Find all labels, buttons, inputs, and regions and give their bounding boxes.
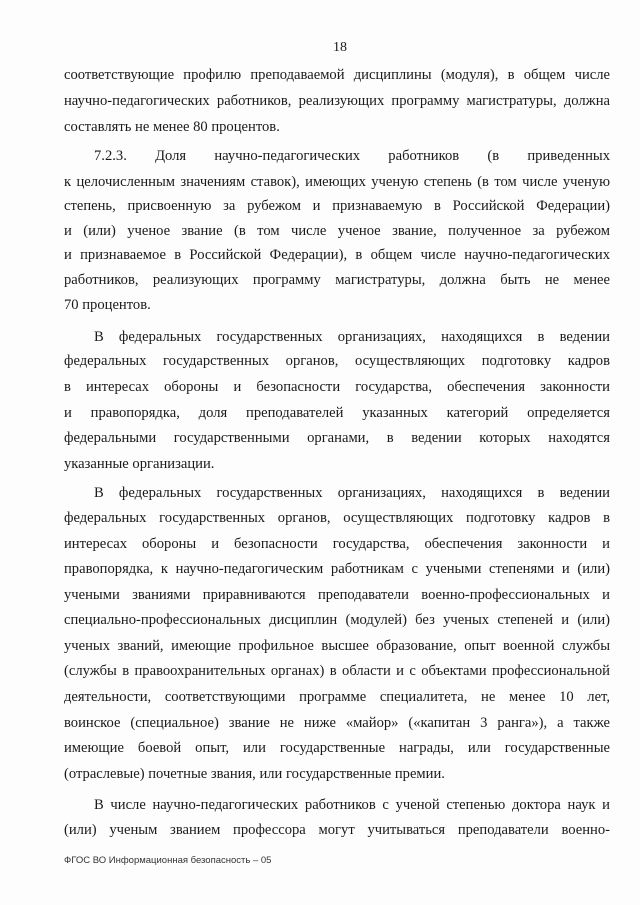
page-footer: ФГОС ВО Информационная безопасность – 05 xyxy=(64,855,272,866)
text-line: и (или) ученое звание (в том числе ученое звание, полученное за рубежом xyxy=(64,223,610,239)
text-line: интересах обороны и безопасности государства, обеспечения законности и xyxy=(64,536,610,552)
text-line: 70 процентов. xyxy=(64,297,151,313)
text-line: правопорядка, к научно-педагогическим работникам с учеными степенями и (или) xyxy=(64,561,610,577)
text-line: в интересах обороны и безопасности государства, обеспечения законности xyxy=(64,379,610,395)
text-line: ученых званий, имеющие профильное высшее образование, опыт военной службы xyxy=(64,638,610,654)
paragraph-start-line: В федеральных государственных организациях, находящихся в ведении xyxy=(94,485,610,501)
text-line: деятельности, соответствующими программе специалитета, не менее 10 лет, xyxy=(64,689,610,705)
page-number: 18 xyxy=(333,40,347,55)
text-line: научно-педагогических работников, реализующих программу магистратуры, должна xyxy=(64,93,610,109)
text-line: учеными званиями приравниваются преподаватели военно-профессиональных и xyxy=(64,587,610,603)
paragraph-start-line: 7.2.3. Доля научно-педагогических работников (в приведенных xyxy=(94,148,610,164)
text-line: составлять не менее 80 процентов. xyxy=(64,119,280,135)
text-line: (отраслевые) почетные звания, или государственные премии. xyxy=(64,766,445,782)
text-line: федеральных государственных органов, осуществляющих подготовку кадров в xyxy=(64,510,610,526)
text-line: федеральными государственными органами, в ведении которых находятся xyxy=(64,430,610,446)
text-line: воинское (специальное) звание не ниже «майор» («капитан 3 ранга»), а также xyxy=(64,715,610,731)
paragraph-start-line: В числе научно-педагогических работников с ученой степенью доктора наук и xyxy=(94,797,610,813)
text-line: степень, присвоенную за рубежом и признаваемую в Российской Федерации) xyxy=(64,198,610,214)
text-line: специально-профессиональных дисциплин (модулей) без ученых степеней и (или) xyxy=(64,612,610,628)
text-line: и правопорядка, доля преподавателей указанных категорий определяется xyxy=(64,405,610,421)
text-line: федеральных государственных органов, осуществляющих подготовку кадров xyxy=(64,353,610,369)
text-line: работников, реализующих программу магистратуры, должна быть не менее xyxy=(64,272,610,288)
text-line: имеющие боевой опыт, или государственные награды, или государственные xyxy=(64,740,610,756)
text-line: указанные организации. xyxy=(64,456,215,472)
text-line: соответствующие профилю преподаваемой дисциплины (модуля), в общем числе xyxy=(64,67,610,83)
paragraph-start-line: В федеральных государственных организациях, находящихся в ведении xyxy=(94,329,610,345)
text-line: и признаваемое в Российской Федерации), в общем числе научно-педагогических xyxy=(64,247,610,263)
text-line: к целочисленным значениям ставок), имеющих ученую степень (в том числе ученую xyxy=(64,174,610,190)
text-line: (службы в правоохранительных органах) в области и с объектами профессиональной xyxy=(64,663,610,679)
text-line: (или) ученым званием профессора могут учитываться преподаватели военно- xyxy=(64,822,610,838)
